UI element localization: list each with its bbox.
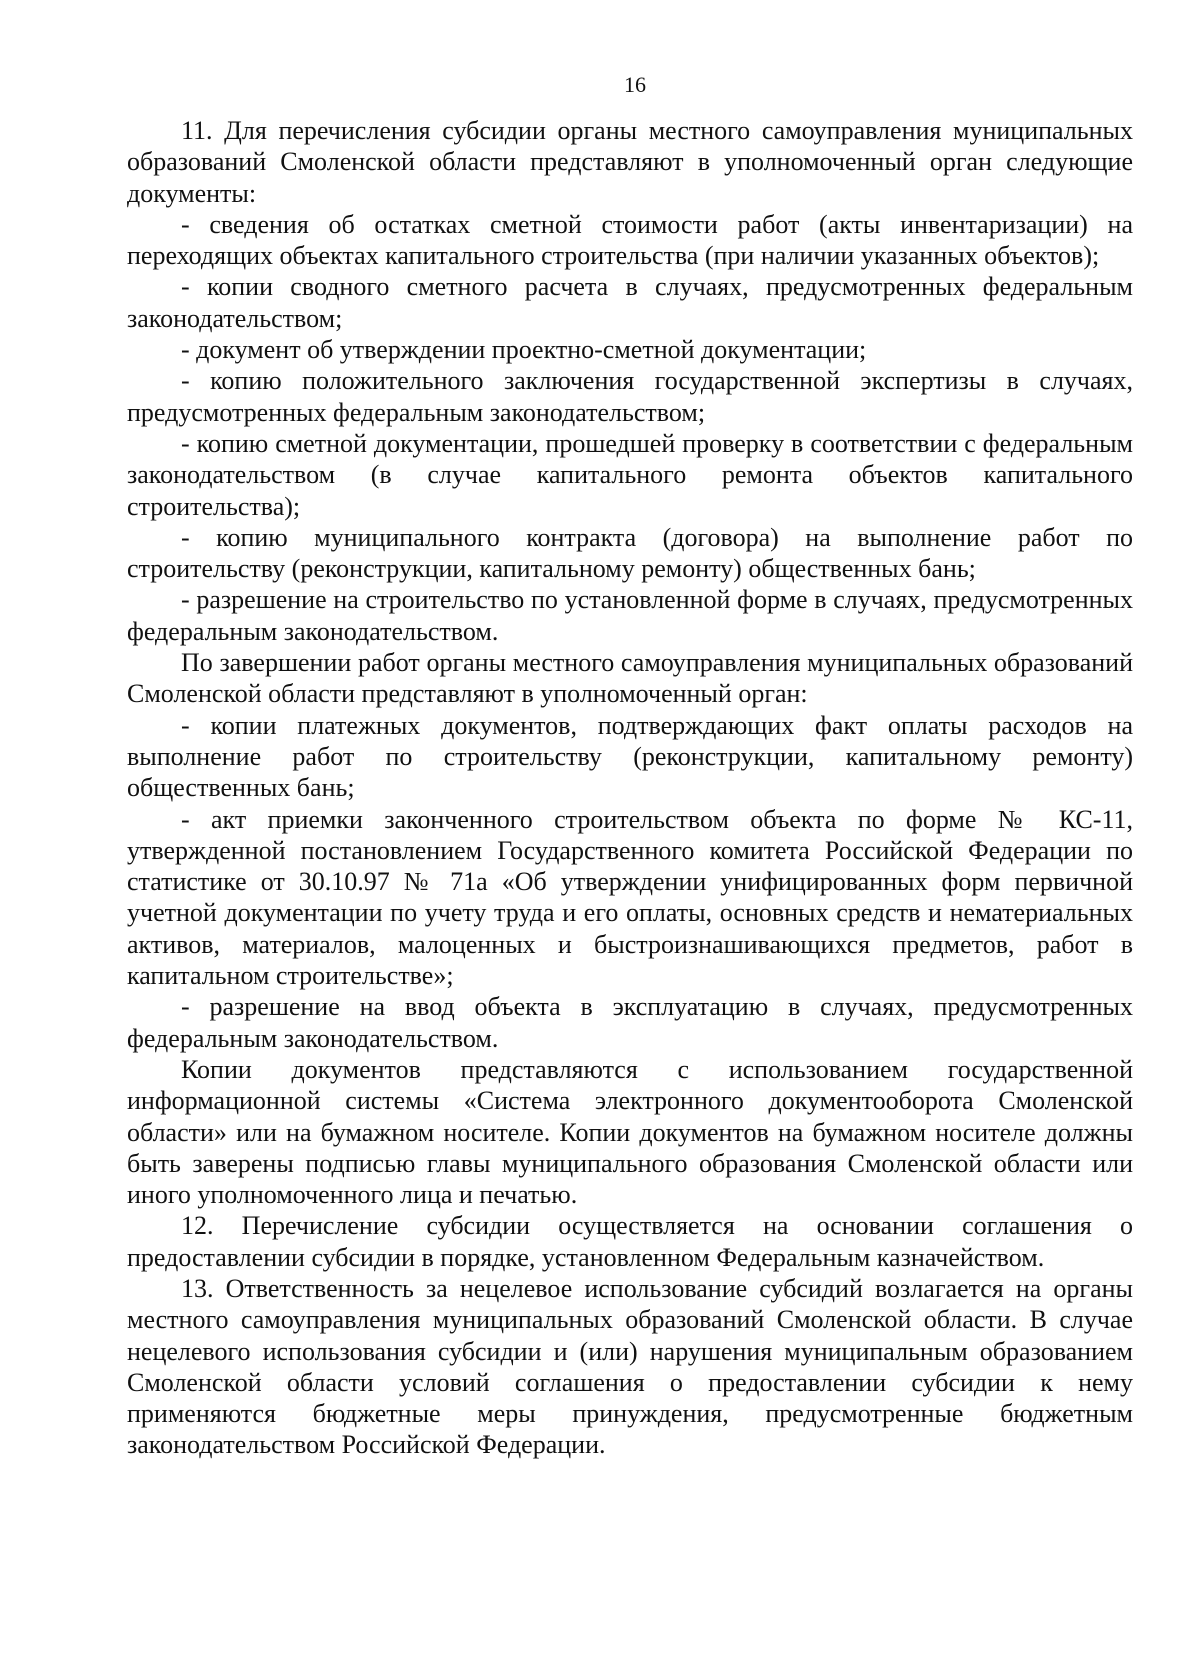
paragraph-document-copies: Копии документов представляются с использованием государственной информационной системы «Система электронного документооборота Смоленской области» или на бумажном носителе. Копии документов на бумажном носителе должны быть заверены подписью главы муниципального образования Смоленской области или иного уполномоченного лица и печатью. xyxy=(127,1054,1133,1210)
paragraph-after-completion: По завершении работ органы местного самоуправления муниципальных образований Смоленской области представляют в уполномоченный орган: xyxy=(127,648,1133,709)
list-item-estimate-documentation: - копию сметной документации, прошедшей проверку в соответствии с федеральным законодательством (в случае капитального ремонта объектов капитального строительства); xyxy=(127,428,1133,521)
list-item-commissioning-permit: - разрешение на ввод объекта в эксплуатацию в случаях, предусмотренных федеральным законодательством. xyxy=(127,992,1133,1053)
paragraph-item-13: 13. Ответственность за нецелевое использование субсидий возлагается на органы местного самоуправления муниципальных образований Смоленской области. В случае нецелевого использования субсидии и (или) нарушения муниципальным образованием Смоленской области условий соглашения о предоставлении субсидии к нему применяются бюджетные меры принуждения, предусмотренные бюджетным законодательством Российской Федерации. xyxy=(127,1273,1133,1460)
document-body xyxy=(127,115,1133,1461)
list-item-state-expertise-conclusion: - копию положительного заключения государственной экспертизы в случаях, предусмотренных федеральным законодательством; xyxy=(127,366,1133,427)
list-item-municipal-contract: - копию муниципального контракта (договора) на выполнение работ по строительству (реконструкции, капитальному ремонту) общественных бань; xyxy=(127,522,1133,584)
list-item-payment-documents: - копии платежных документов, подтверждающих факт оплаты расходов на выполнение работ по строительству (реконструкции, капитальному ремонту) общественных бань; xyxy=(127,710,1133,803)
list-item-remaining-cost-info: - сведения об остатках сметной стоимости работ (акты инвентаризации) на переходящих объектах капитального строительства (при наличии указанных объектов); xyxy=(127,209,1133,271)
list-item-summary-estimate-copies: - копии сводного сметного расчета в случаях, предусмотренных федеральным законодательством; xyxy=(127,272,1133,333)
page-number: 16 xyxy=(624,72,646,97)
list-item-acceptance-act: - акт приемки законченного строительством объекта по форме № КС-11, утвержденной постановлением Государственного комитета Российской Федерации по статистике от 30.10.97 № 71а «Об утверждении унифицированных форм первичной учетной документации по учету труда и его оплаты, основных средств и нематериальных активов, материалов, малоценных и быстроизнашивающихся предметов, работ в капитальном строительстве»; xyxy=(127,804,1133,991)
paragraph-item-11: 11. Для перечисления субсидии органы местного самоуправления муниципальных образований Смоленской области представляют в уполномоченный орган следующие документы: xyxy=(127,116,1133,208)
list-item-building-permit: - разрешение на строительство по установленной форме в случаях, предусмотренных федеральным законодательством. xyxy=(127,585,1133,646)
list-item-project-approval-document: - документ об утверждении проектно-сметной документации; xyxy=(181,335,867,365)
paragraph-item-12: 12. Перечисление субсидии осуществляется на основании соглашения о предоставлении субсидии в порядке, установленном Федеральным казначейством. xyxy=(127,1211,1133,1272)
